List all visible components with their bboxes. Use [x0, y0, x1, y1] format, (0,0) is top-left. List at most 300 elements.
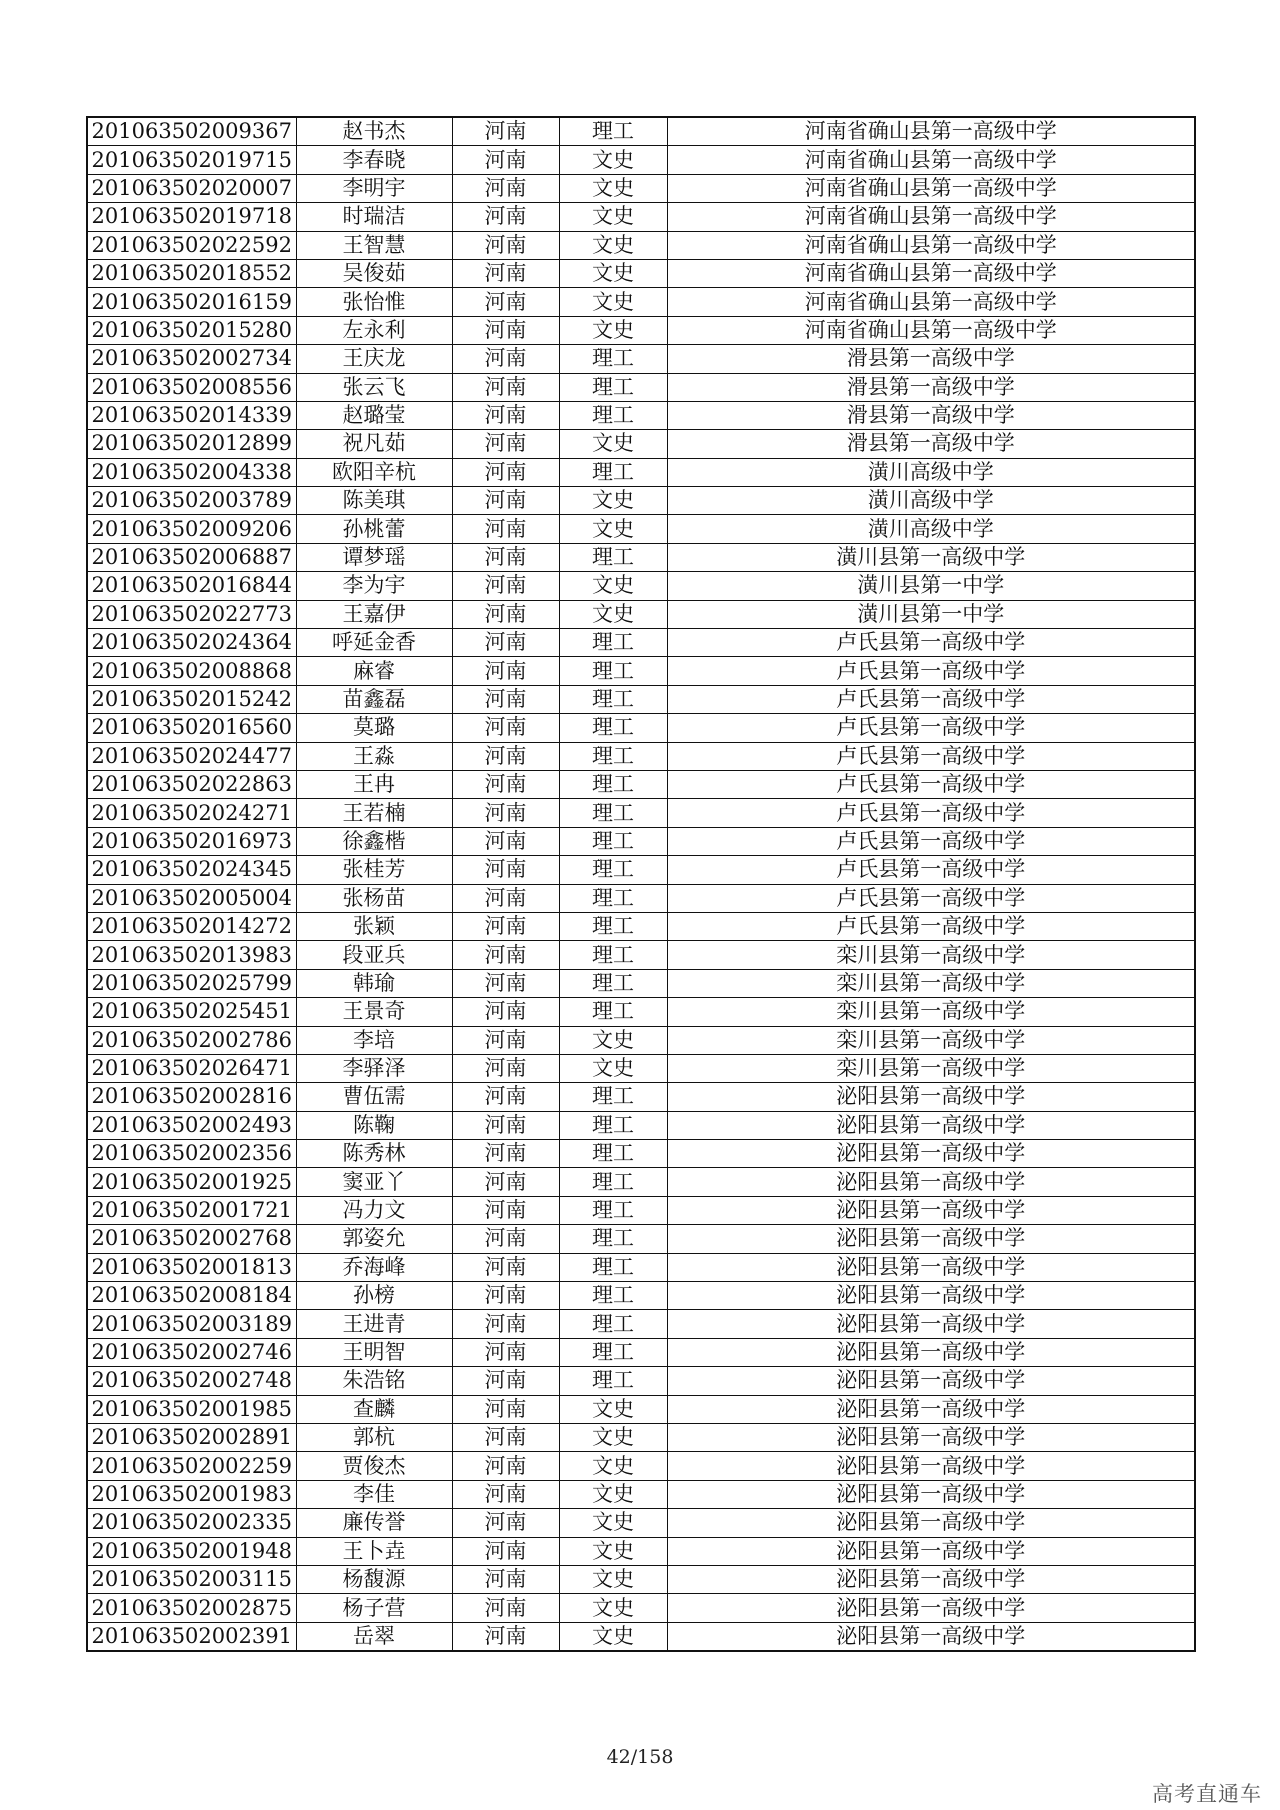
- track-cell: 理工: [559, 856, 667, 884]
- table-row: [87, 600, 1195, 628]
- school-cell: 滑县第一高级中学: [667, 401, 1195, 429]
- province-cell: 河南: [452, 487, 559, 515]
- school-cell: 泌阳县第一高级中学: [667, 1565, 1195, 1593]
- student-name-cell: 李培: [296, 1026, 452, 1054]
- province-cell: 河南: [452, 1395, 559, 1423]
- student-name-cell: 李春晓: [296, 146, 452, 174]
- student-name-cell: 查麟: [296, 1395, 452, 1423]
- exam-id-cell: 201063502002335: [87, 1509, 296, 1537]
- student-name-cell: 孙榜: [296, 1282, 452, 1310]
- exam-id-cell: 201063502014272: [87, 912, 296, 940]
- student-name-cell: 李驿泽: [296, 1054, 452, 1082]
- province-cell: 河南: [452, 969, 559, 997]
- student-name-cell: 谭梦瑶: [296, 543, 452, 571]
- track-cell: 文史: [559, 1395, 667, 1423]
- track-cell: 文史: [559, 1622, 667, 1651]
- track-cell: 理工: [559, 770, 667, 798]
- track-cell: 理工: [559, 1338, 667, 1366]
- exam-id-cell: 201063502003115: [87, 1565, 296, 1593]
- exam-id-cell: 201063502019715: [87, 146, 296, 174]
- school-cell: 泌阳县第一高级中学: [667, 1452, 1195, 1480]
- table-row: [87, 345, 1195, 373]
- table-row: [87, 259, 1195, 287]
- school-cell: 泌阳县第一高级中学: [667, 1282, 1195, 1310]
- school-cell: 潢川县第一中学: [667, 572, 1195, 600]
- student-name-cell: 王庆龙: [296, 345, 452, 373]
- exam-id-cell: 201063502008556: [87, 373, 296, 401]
- table-row: [87, 941, 1195, 969]
- table-row: [87, 1565, 1195, 1593]
- track-cell: 理工: [559, 998, 667, 1026]
- student-name-cell: 张怡惟: [296, 288, 452, 316]
- province-cell: 河南: [452, 1196, 559, 1224]
- province-cell: 河南: [452, 657, 559, 685]
- exam-id-cell: 201063502019718: [87, 203, 296, 231]
- exam-id-cell: 201063502008868: [87, 657, 296, 685]
- track-cell: 文史: [559, 1054, 667, 1082]
- exam-id-cell: 201063502001948: [87, 1537, 296, 1565]
- school-cell: 卢氏县第一高级中学: [667, 770, 1195, 798]
- table-row: [87, 1594, 1195, 1622]
- province-cell: 河南: [452, 884, 559, 912]
- province-cell: 河南: [452, 288, 559, 316]
- track-cell: 文史: [559, 430, 667, 458]
- province-cell: 河南: [452, 1310, 559, 1338]
- track-cell: 文史: [559, 259, 667, 287]
- province-cell: 河南: [452, 1423, 559, 1451]
- school-cell: 河南省确山县第一高级中学: [667, 117, 1195, 146]
- track-cell: 文史: [559, 1537, 667, 1565]
- student-name-cell: 王卜垚: [296, 1537, 452, 1565]
- school-cell: 潢川县第一中学: [667, 600, 1195, 628]
- table-row: [87, 1452, 1195, 1480]
- track-cell: 理工: [559, 629, 667, 657]
- exam-id-cell: 201063502013983: [87, 941, 296, 969]
- table-row: [87, 316, 1195, 344]
- school-cell: 卢氏县第一高级中学: [667, 912, 1195, 940]
- school-cell: 卢氏县第一高级中学: [667, 714, 1195, 742]
- school-cell: 潢川高级中学: [667, 487, 1195, 515]
- track-cell: 文史: [559, 1423, 667, 1451]
- student-name-cell: 王智慧: [296, 231, 452, 259]
- province-cell: 河南: [452, 1225, 559, 1253]
- roster-body: [87, 117, 1195, 1651]
- school-cell: 滑县第一高级中学: [667, 430, 1195, 458]
- student-name-cell: 陈美琪: [296, 487, 452, 515]
- student-name-cell: 王冉: [296, 770, 452, 798]
- table-row: [87, 1395, 1195, 1423]
- province-cell: 河南: [452, 117, 559, 146]
- school-cell: 泌阳县第一高级中学: [667, 1423, 1195, 1451]
- province-cell: 河南: [452, 515, 559, 543]
- province-cell: 河南: [452, 1338, 559, 1366]
- table-row: [87, 969, 1195, 997]
- province-cell: 河南: [452, 1480, 559, 1508]
- student-name-cell: 李为宇: [296, 572, 452, 600]
- table-row: [87, 203, 1195, 231]
- school-cell: 栾川县第一高级中学: [667, 941, 1195, 969]
- track-cell: 理工: [559, 1253, 667, 1281]
- student-name-cell: 郭姿允: [296, 1225, 452, 1253]
- table-row: [87, 912, 1195, 940]
- track-cell: 文史: [559, 1594, 667, 1622]
- school-cell: 泌阳县第一高级中学: [667, 1367, 1195, 1395]
- exam-id-cell: 201063502014339: [87, 401, 296, 429]
- student-name-cell: 段亚兵: [296, 941, 452, 969]
- school-cell: 河南省确山县第一高级中学: [667, 146, 1195, 174]
- exam-id-cell: 201063502002875: [87, 1594, 296, 1622]
- exam-id-cell: 201063502001983: [87, 1480, 296, 1508]
- school-cell: 滑县第一高级中学: [667, 373, 1195, 401]
- province-cell: 河南: [452, 1509, 559, 1537]
- province-cell: 河南: [452, 1282, 559, 1310]
- province-cell: 河南: [452, 345, 559, 373]
- exam-id-cell: 201063502022773: [87, 600, 296, 628]
- province-cell: 河南: [452, 998, 559, 1026]
- exam-id-cell: 201063502002786: [87, 1026, 296, 1054]
- exam-id-cell: 201063502015280: [87, 316, 296, 344]
- student-name-cell: 左永利: [296, 316, 452, 344]
- student-name-cell: 王景奇: [296, 998, 452, 1026]
- student-name-cell: 赵璐莹: [296, 401, 452, 429]
- exam-id-cell: 201063502002356: [87, 1140, 296, 1168]
- table-row: [87, 515, 1195, 543]
- exam-id-cell: 201063502024345: [87, 856, 296, 884]
- table-row: [87, 146, 1195, 174]
- table-row: [87, 1083, 1195, 1111]
- school-cell: 泌阳县第一高级中学: [667, 1395, 1195, 1423]
- track-cell: 理工: [559, 1111, 667, 1139]
- province-cell: 河南: [452, 316, 559, 344]
- student-name-cell: 王若楠: [296, 799, 452, 827]
- exam-id-cell: 201063502002816: [87, 1083, 296, 1111]
- exam-id-cell: 201063502024271: [87, 799, 296, 827]
- table-row: [87, 1423, 1195, 1451]
- table-row: [87, 1310, 1195, 1338]
- table-row: [87, 856, 1195, 884]
- table-row: [87, 799, 1195, 827]
- province-cell: 河南: [452, 1026, 559, 1054]
- table-row: [87, 1026, 1195, 1054]
- school-cell: 泌阳县第一高级中学: [667, 1338, 1195, 1366]
- province-cell: 河南: [452, 1537, 559, 1565]
- exam-id-cell: 201063502001985: [87, 1395, 296, 1423]
- track-cell: 文史: [559, 1480, 667, 1508]
- table-row: [87, 373, 1195, 401]
- school-cell: 泌阳县第一高级中学: [667, 1111, 1195, 1139]
- exam-id-cell: 201063502002748: [87, 1367, 296, 1395]
- student-name-cell: 麻睿: [296, 657, 452, 685]
- track-cell: 理工: [559, 1310, 667, 1338]
- province-cell: 河南: [452, 912, 559, 940]
- school-cell: 滑县第一高级中学: [667, 345, 1195, 373]
- student-name-cell: 王进青: [296, 1310, 452, 1338]
- track-cell: 理工: [559, 827, 667, 855]
- exam-id-cell: 201063502022592: [87, 231, 296, 259]
- school-cell: 泌阳县第一高级中学: [667, 1310, 1195, 1338]
- school-cell: 泌阳县第一高级中学: [667, 1509, 1195, 1537]
- school-cell: 卢氏县第一高级中学: [667, 742, 1195, 770]
- table-row: [87, 117, 1195, 146]
- track-cell: 理工: [559, 1282, 667, 1310]
- province-cell: 河南: [452, 600, 559, 628]
- school-cell: 河南省确山县第一高级中学: [667, 231, 1195, 259]
- exam-id-cell: 201063502003189: [87, 1310, 296, 1338]
- track-cell: 理工: [559, 799, 667, 827]
- province-cell: 河南: [452, 1111, 559, 1139]
- track-cell: 理工: [559, 1367, 667, 1395]
- province-cell: 河南: [452, 458, 559, 486]
- exam-id-cell: 201063502016560: [87, 714, 296, 742]
- school-cell: 河南省确山县第一高级中学: [667, 288, 1195, 316]
- school-cell: 泌阳县第一高级中学: [667, 1083, 1195, 1111]
- watermark: 高考直通车: [1152, 1782, 1262, 1806]
- school-cell: 卢氏县第一高级中学: [667, 856, 1195, 884]
- track-cell: 理工: [559, 1083, 667, 1111]
- student-name-cell: 乔海峰: [296, 1253, 452, 1281]
- table-row: [87, 770, 1195, 798]
- exam-id-cell: 201063502002891: [87, 1423, 296, 1451]
- school-cell: 泌阳县第一高级中学: [667, 1537, 1195, 1565]
- table-row: [87, 998, 1195, 1026]
- table-row: [87, 1338, 1195, 1366]
- province-cell: 河南: [452, 1168, 559, 1196]
- school-cell: 泌阳县第一高级中学: [667, 1622, 1195, 1651]
- exam-id-cell: 201063502001813: [87, 1253, 296, 1281]
- student-roster-table: [86, 116, 1196, 1652]
- school-cell: 卢氏县第一高级中学: [667, 629, 1195, 657]
- track-cell: 文史: [559, 487, 667, 515]
- exam-id-cell: 201063502016973: [87, 827, 296, 855]
- school-cell: 栾川县第一高级中学: [667, 969, 1195, 997]
- province-cell: 河南: [452, 1622, 559, 1651]
- school-cell: 潢川高级中学: [667, 515, 1195, 543]
- province-cell: 河南: [452, 572, 559, 600]
- track-cell: 文史: [559, 515, 667, 543]
- track-cell: 理工: [559, 941, 667, 969]
- page-number: 42/158: [606, 1746, 674, 1768]
- table-row: [87, 1196, 1195, 1224]
- track-cell: 文史: [559, 1565, 667, 1593]
- table-row: [87, 1253, 1195, 1281]
- province-cell: 河南: [452, 856, 559, 884]
- track-cell: 文史: [559, 572, 667, 600]
- school-cell: 泌阳县第一高级中学: [667, 1480, 1195, 1508]
- school-cell: 卢氏县第一高级中学: [667, 884, 1195, 912]
- table-row: [87, 543, 1195, 571]
- province-cell: 河南: [452, 1452, 559, 1480]
- table-row: [87, 657, 1195, 685]
- table-row: [87, 401, 1195, 429]
- table-row: [87, 1140, 1195, 1168]
- student-name-cell: 张颖: [296, 912, 452, 940]
- school-cell: 河南省确山县第一高级中学: [667, 174, 1195, 202]
- track-cell: 理工: [559, 543, 667, 571]
- province-cell: 河南: [452, 543, 559, 571]
- exam-id-cell: 201063502009367: [87, 117, 296, 146]
- student-name-cell: 张云飞: [296, 373, 452, 401]
- student-name-cell: 廉传誉: [296, 1509, 452, 1537]
- province-cell: 河南: [452, 685, 559, 713]
- exam-id-cell: 201063502024477: [87, 742, 296, 770]
- province-cell: 河南: [452, 1594, 559, 1622]
- table-row: [87, 1480, 1195, 1508]
- school-cell: 潢川高级中学: [667, 458, 1195, 486]
- exam-id-cell: 201063502026471: [87, 1054, 296, 1082]
- province-cell: 河南: [452, 1565, 559, 1593]
- student-name-cell: 陈秀林: [296, 1140, 452, 1168]
- school-cell: 卢氏县第一高级中学: [667, 657, 1195, 685]
- track-cell: 文史: [559, 1509, 667, 1537]
- student-name-cell: 呼延金香: [296, 629, 452, 657]
- student-name-cell: 苗鑫磊: [296, 685, 452, 713]
- province-cell: 河南: [452, 799, 559, 827]
- track-cell: 理工: [559, 714, 667, 742]
- student-name-cell: 王明智: [296, 1338, 452, 1366]
- student-name-cell: 赵书杰: [296, 117, 452, 146]
- student-name-cell: 王嘉伊: [296, 600, 452, 628]
- province-cell: 河南: [452, 430, 559, 458]
- province-cell: 河南: [452, 203, 559, 231]
- student-name-cell: 张桂芳: [296, 856, 452, 884]
- province-cell: 河南: [452, 1253, 559, 1281]
- track-cell: 理工: [559, 969, 667, 997]
- province-cell: 河南: [452, 401, 559, 429]
- track-cell: 理工: [559, 1168, 667, 1196]
- track-cell: 理工: [559, 401, 667, 429]
- province-cell: 河南: [452, 714, 559, 742]
- student-name-cell: 莫璐: [296, 714, 452, 742]
- table-row: [87, 1054, 1195, 1082]
- province-cell: 河南: [452, 742, 559, 770]
- school-cell: 栾川县第一高级中学: [667, 1054, 1195, 1082]
- student-name-cell: 徐鑫楷: [296, 827, 452, 855]
- exam-id-cell: 201063502005004: [87, 884, 296, 912]
- table-row: [87, 629, 1195, 657]
- school-cell: 卢氏县第一高级中学: [667, 827, 1195, 855]
- province-cell: 河南: [452, 629, 559, 657]
- student-name-cell: 李明宇: [296, 174, 452, 202]
- province-cell: 河南: [452, 1054, 559, 1082]
- track-cell: 理工: [559, 1196, 667, 1224]
- exam-id-cell: 201063502004338: [87, 458, 296, 486]
- province-cell: 河南: [452, 770, 559, 798]
- province-cell: 河南: [452, 174, 559, 202]
- table-row: [87, 685, 1195, 713]
- school-cell: 泌阳县第一高级中学: [667, 1140, 1195, 1168]
- student-name-cell: 时瑞洁: [296, 203, 452, 231]
- exam-id-cell: 201063502025799: [87, 969, 296, 997]
- track-cell: 理工: [559, 373, 667, 401]
- school-cell: 泌阳县第一高级中学: [667, 1225, 1195, 1253]
- student-name-cell: 郭杭: [296, 1423, 452, 1451]
- track-cell: 文史: [559, 288, 667, 316]
- table-row: [87, 742, 1195, 770]
- exam-id-cell: 201063502009206: [87, 515, 296, 543]
- province-cell: 河南: [452, 1083, 559, 1111]
- student-name-cell: 杨馥源: [296, 1565, 452, 1593]
- track-cell: 理工: [559, 1225, 667, 1253]
- track-cell: 文史: [559, 203, 667, 231]
- school-cell: 泌阳县第一高级中学: [667, 1594, 1195, 1622]
- school-cell: 泌阳县第一高级中学: [667, 1253, 1195, 1281]
- exam-id-cell: 201063502016159: [87, 288, 296, 316]
- school-cell: 泌阳县第一高级中学: [667, 1196, 1195, 1224]
- table-row: [87, 1622, 1195, 1651]
- table-row: [87, 714, 1195, 742]
- student-name-cell: 杨子营: [296, 1594, 452, 1622]
- province-cell: 河南: [452, 1367, 559, 1395]
- track-cell: 文史: [559, 146, 667, 174]
- province-cell: 河南: [452, 941, 559, 969]
- table-row: [87, 1168, 1195, 1196]
- student-name-cell: 曹伍需: [296, 1083, 452, 1111]
- student-name-cell: 祝凡茹: [296, 430, 452, 458]
- exam-id-cell: 201063502020007: [87, 174, 296, 202]
- table-row: [87, 288, 1195, 316]
- province-cell: 河南: [452, 1140, 559, 1168]
- table-row: [87, 174, 1195, 202]
- student-name-cell: 张杨苗: [296, 884, 452, 912]
- table-row: [87, 458, 1195, 486]
- track-cell: 文史: [559, 231, 667, 259]
- track-cell: 理工: [559, 685, 667, 713]
- school-cell: 河南省确山县第一高级中学: [667, 316, 1195, 344]
- track-cell: 理工: [559, 345, 667, 373]
- student-name-cell: 欧阳辛杭: [296, 458, 452, 486]
- table-row: [87, 1367, 1195, 1395]
- province-cell: 河南: [452, 373, 559, 401]
- school-cell: 泌阳县第一高级中学: [667, 1168, 1195, 1196]
- exam-id-cell: 201063502002734: [87, 345, 296, 373]
- table-row: [87, 1282, 1195, 1310]
- province-cell: 河南: [452, 827, 559, 855]
- student-name-cell: 王淼: [296, 742, 452, 770]
- exam-id-cell: 201063502025451: [87, 998, 296, 1026]
- province-cell: 河南: [452, 146, 559, 174]
- exam-id-cell: 201063502016844: [87, 572, 296, 600]
- exam-id-cell: 201063502006887: [87, 543, 296, 571]
- exam-id-cell: 201063502002391: [87, 1622, 296, 1651]
- province-cell: 河南: [452, 259, 559, 287]
- table-row: [87, 430, 1195, 458]
- table-row: [87, 884, 1195, 912]
- school-cell: 卢氏县第一高级中学: [667, 685, 1195, 713]
- student-name-cell: 孙桃蕾: [296, 515, 452, 543]
- student-name-cell: 朱浩铭: [296, 1367, 452, 1395]
- exam-id-cell: 201063502002259: [87, 1452, 296, 1480]
- track-cell: 文史: [559, 600, 667, 628]
- table-row: [87, 827, 1195, 855]
- exam-id-cell: 201063502018552: [87, 259, 296, 287]
- table-row: [87, 487, 1195, 515]
- student-name-cell: 贾俊杰: [296, 1452, 452, 1480]
- track-cell: 理工: [559, 884, 667, 912]
- school-cell: 栾川县第一高级中学: [667, 1026, 1195, 1054]
- student-name-cell: 陈鞠: [296, 1111, 452, 1139]
- exam-id-cell: 201063502001925: [87, 1168, 296, 1196]
- student-name-cell: 李佳: [296, 1480, 452, 1508]
- exam-id-cell: 201063502015242: [87, 685, 296, 713]
- track-cell: 理工: [559, 117, 667, 146]
- track-cell: 文史: [559, 1452, 667, 1480]
- school-cell: 潢川县第一高级中学: [667, 543, 1195, 571]
- table-row: [87, 231, 1195, 259]
- table-row: [87, 1509, 1195, 1537]
- table-row: [87, 1537, 1195, 1565]
- track-cell: 文史: [559, 1026, 667, 1054]
- exam-id-cell: 201063502003789: [87, 487, 296, 515]
